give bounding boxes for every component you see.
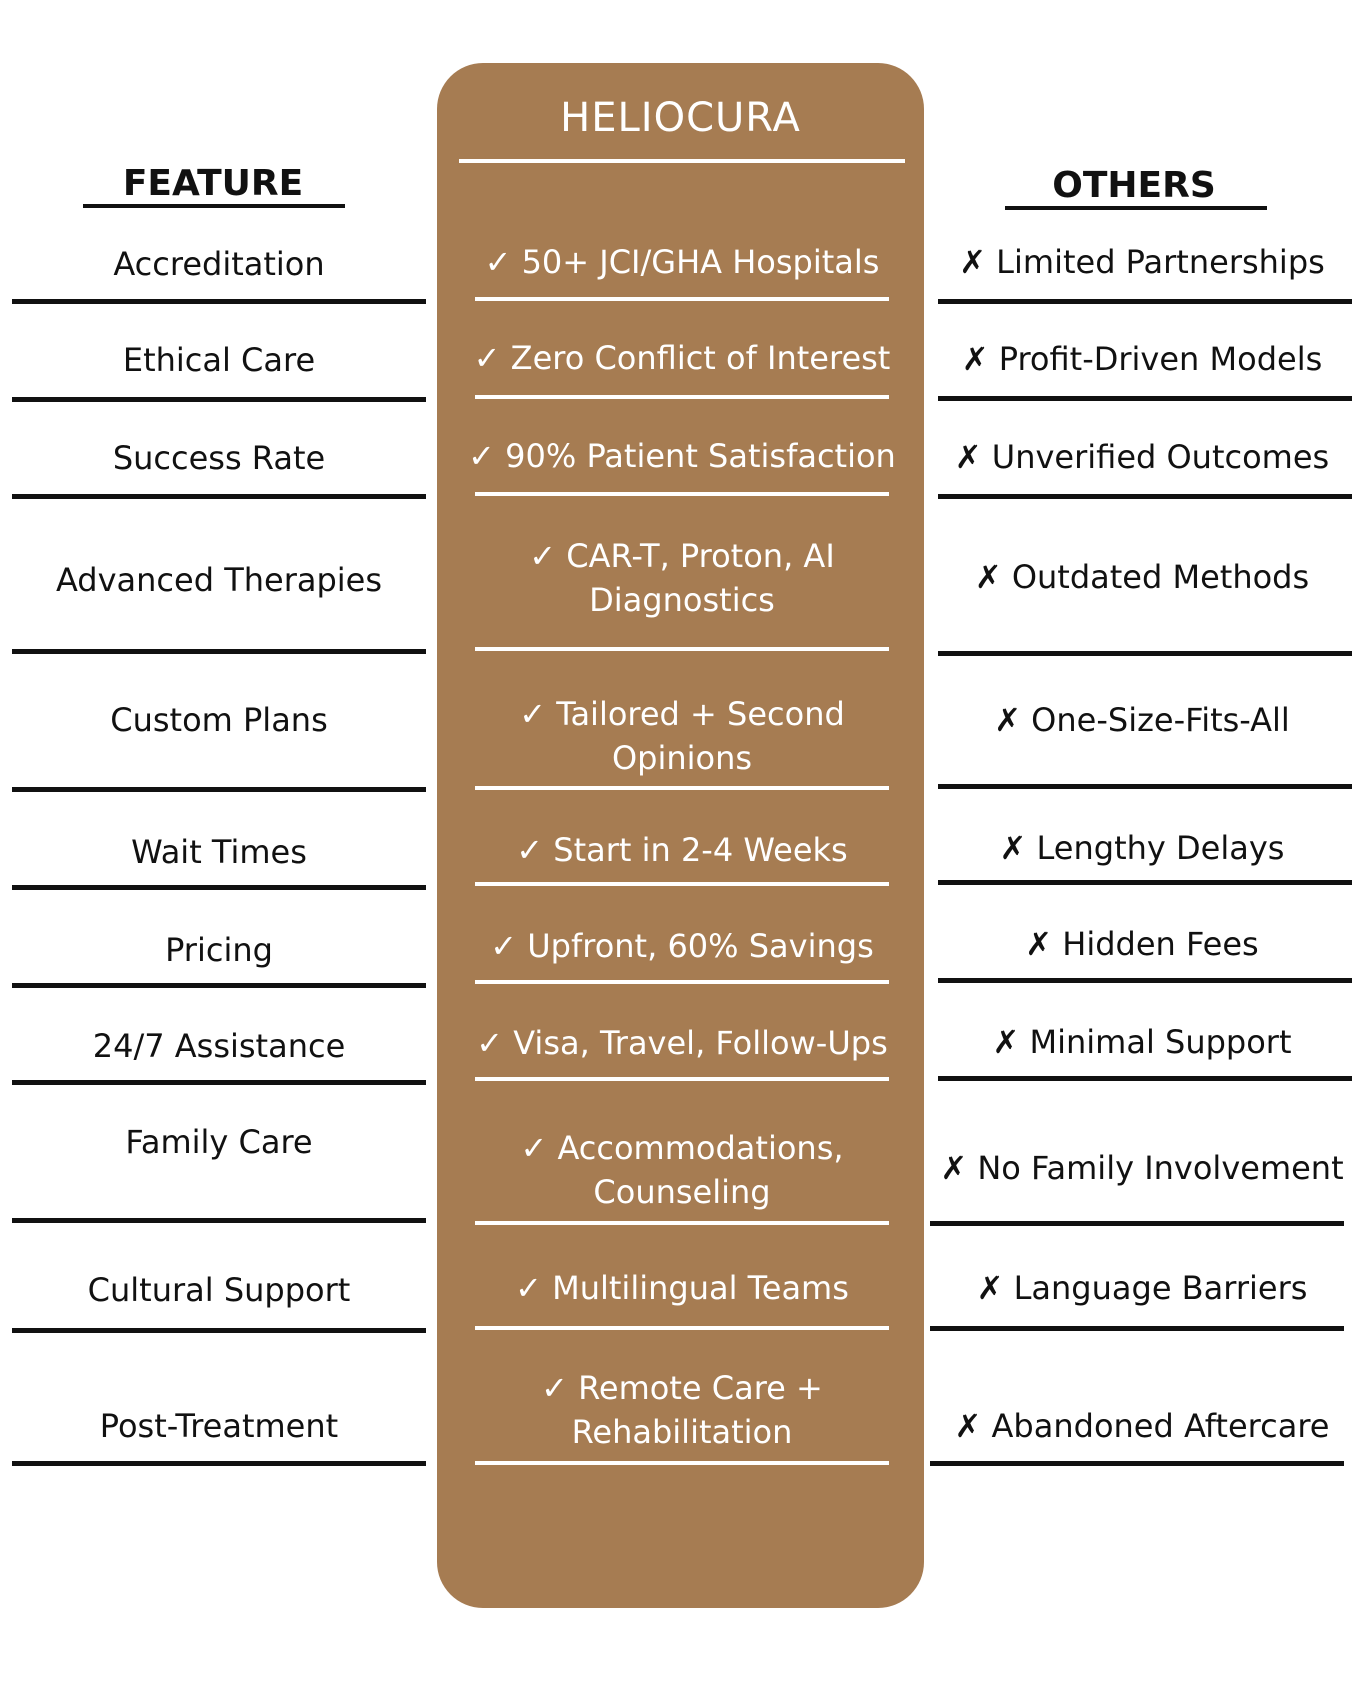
- others-row-divider: [938, 299, 1352, 304]
- heliocura-cell: ✓ Accommodations, Counseling: [520, 1129, 844, 1211]
- feature-cell: Advanced Therapies: [55, 561, 383, 599]
- heliocura-title-underline: [459, 159, 905, 163]
- others-cell: ✗ Minimal Support: [992, 1023, 1292, 1061]
- others-cell: ✗ Unverified Outcomes: [954, 438, 1330, 476]
- feature-row-divider: [12, 1080, 426, 1085]
- heliocura-cell: ✓ CAR-T, Proton, AI Diagnostics: [529, 537, 835, 619]
- heliocura-cell: ✓ 90% Patient Satisfaction: [468, 437, 896, 475]
- heliocura-row-divider: [475, 647, 889, 651]
- feature-row-divider: [12, 885, 426, 890]
- feature-row-divider: [12, 397, 426, 402]
- feature-row-divider: [12, 649, 426, 654]
- others-cell: ✗ Limited Partnerships: [959, 243, 1325, 281]
- others-row-divider: [938, 651, 1352, 656]
- others-row-divider: [938, 978, 1352, 983]
- heliocura-row-divider: [475, 1077, 889, 1081]
- heliocura-row-divider: [475, 297, 889, 301]
- feature-cell: Wait Times: [131, 833, 307, 871]
- others-row-divider: [930, 1326, 1344, 1331]
- heliocura-cell: ✓ Multilingual Teams: [515, 1269, 849, 1307]
- heliocura-row-divider: [475, 1461, 889, 1465]
- others-row-divider: [930, 1221, 1344, 1226]
- heliocura-row-divider: [475, 1221, 889, 1225]
- others-column-header: OTHERS: [1052, 165, 1216, 206]
- feature-cell: Cultural Support: [87, 1271, 351, 1309]
- feature-cell: Ethical Care: [122, 341, 316, 379]
- others-cell: ✗ Language Barriers: [976, 1269, 1308, 1307]
- heliocura-cell: ✓ Tailored + Second Opinions: [519, 695, 845, 777]
- others-row-divider: [938, 1076, 1352, 1081]
- heliocura-row-divider: [475, 492, 889, 496]
- feature-cell: Post-Treatment: [99, 1407, 339, 1445]
- feature-row-divider: [12, 1461, 426, 1466]
- feature-row-divider: [12, 299, 426, 304]
- heliocura-cell: ✓ 50+ JCI/GHA Hospitals: [484, 243, 880, 281]
- heliocura-row-divider: [475, 786, 889, 790]
- feature-cell: Family Care: [125, 1123, 313, 1161]
- others-row-divider: [930, 1461, 1344, 1466]
- feature-cell: Success Rate: [112, 439, 326, 477]
- feature-cell: Accreditation: [113, 245, 325, 283]
- heliocura-row-divider: [475, 1326, 889, 1330]
- feature-row-divider: [12, 494, 426, 499]
- feature-header-underline: [83, 204, 345, 208]
- others-cell: ✗ Abandoned Aftercare: [954, 1407, 1330, 1445]
- heliocura-row-divider: [475, 882, 889, 886]
- others-row-divider: [938, 784, 1352, 789]
- feature-row-divider: [12, 983, 426, 988]
- heliocura-cell: ✓ Visa, Travel, Follow-Ups: [476, 1024, 888, 1062]
- heliocura-cell: ✓ Remote Care + Rehabilitation: [541, 1369, 823, 1451]
- others-cell: ✗ One-Size-Fits-All: [994, 701, 1290, 739]
- others-row-divider: [938, 880, 1352, 885]
- others-row-divider: [938, 396, 1352, 401]
- feature-row-divider: [12, 787, 426, 792]
- others-cell: ✗ Hidden Fees: [1025, 925, 1259, 963]
- feature-column-header: FEATURE: [122, 163, 304, 204]
- others-header-underline: [1005, 206, 1267, 210]
- others-cell: ✗ Profit-Driven Models: [961, 340, 1323, 378]
- others-row-divider: [938, 494, 1352, 499]
- feature-row-divider: [12, 1328, 426, 1333]
- others-cell: ✗ Outdated Methods: [974, 558, 1310, 596]
- feature-cell: Pricing: [165, 931, 273, 969]
- feature-cell: Custom Plans: [110, 701, 328, 739]
- others-cell: ✗ Lengthy Delays: [999, 829, 1285, 867]
- heliocura-title: HELIOCURA: [560, 95, 801, 141]
- heliocura-cell: ✓ Zero Conflict of Interest: [473, 339, 891, 377]
- heliocura-row-divider: [475, 980, 889, 984]
- heliocura-cell: ✓ Upfront, 60% Savings: [490, 927, 874, 965]
- feature-cell: 24/7 Assistance: [92, 1027, 346, 1065]
- heliocura-row-divider: [475, 395, 889, 399]
- others-cell: ✗ No Family Involvement: [940, 1149, 1344, 1187]
- heliocura-cell: ✓ Start in 2-4 Weeks: [516, 831, 848, 869]
- feature-row-divider: [12, 1218, 426, 1223]
